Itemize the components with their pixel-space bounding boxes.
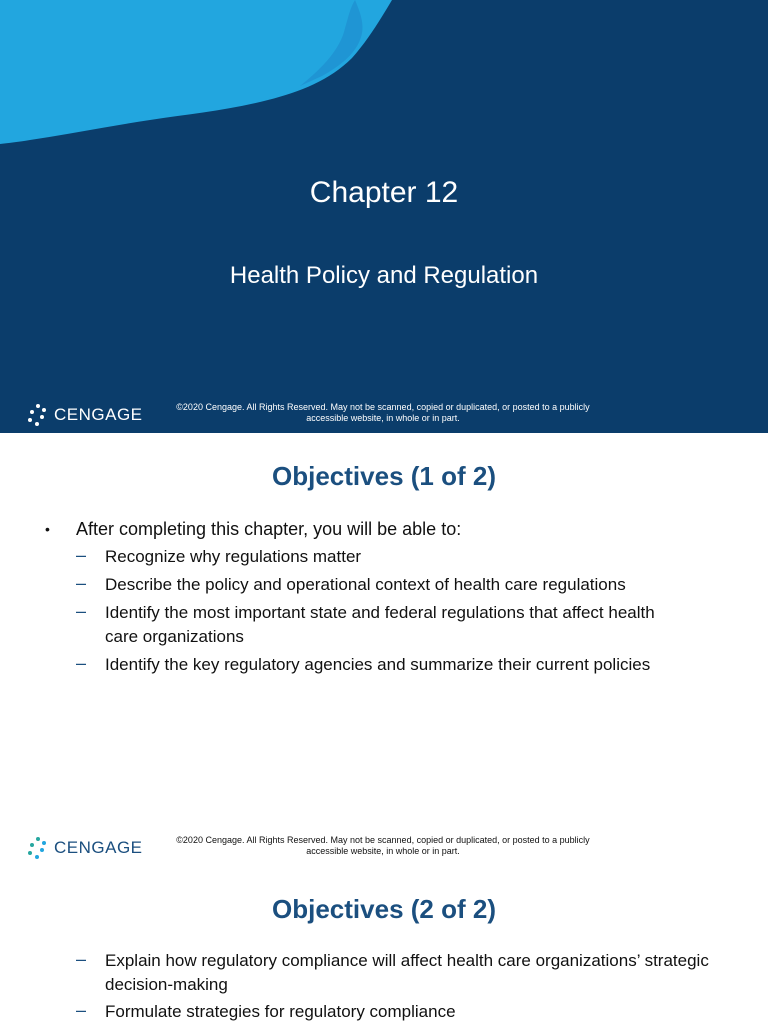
copyright-line-1: ©2020 Cengage. All Rights Reserved. May not be scanned, copied or duplicated, or posted to a publicly <box>176 835 590 845</box>
light-blue-brush-graphic <box>0 0 768 433</box>
title-slide <box>0 0 768 433</box>
dash-icon: – <box>76 545 87 565</box>
cengage-logo <box>26 833 143 863</box>
cengage-dots-icon <box>26 836 50 860</box>
dash-icon: – <box>76 1000 87 1020</box>
copyright-line-2: accessible website, in whole or in part. <box>306 846 460 856</box>
sub-item-text: Describe the policy and operational context of health care regulations <box>105 575 626 594</box>
copyright-notice <box>160 402 606 424</box>
copyright-notice <box>160 835 606 857</box>
objectives-slide-1 <box>0 433 768 866</box>
cengage-dots-icon <box>26 403 50 427</box>
cengage-logo-text: CENGAGE <box>54 838 143 857</box>
slide-heading: Objectives (1 of 2) <box>272 461 496 491</box>
dash-icon: – <box>76 653 87 673</box>
cengage-logo-text: CENGAGE <box>54 405 143 424</box>
dash-icon: – <box>76 601 87 621</box>
dash-icon: – <box>76 573 87 593</box>
slide-footer <box>0 833 768 866</box>
chapter-subtitle: Health Policy and Regulation <box>229 262 539 289</box>
copyright-line-1: ©2020 Cengage. All Rights Reserved. May not be scanned, copied or duplicated, or posted to a publicly <box>176 402 590 412</box>
copyright-line-2: accessible website, in whole or in part. <box>306 413 460 423</box>
dash-icon: – <box>76 949 87 969</box>
slide-footer <box>0 400 768 433</box>
chapter-title: Chapter 12 <box>309 176 459 209</box>
objectives-slide-2 <box>0 866 768 1024</box>
sub-item-text: Formulate strategies for regulatory compliance <box>105 1002 456 1021</box>
sub-item-text: Recognize why regulations matter <box>105 547 362 566</box>
cengage-logo <box>26 400 143 430</box>
sub-item-text: Identify the key regulatory agencies and summarize their current policies <box>105 655 651 674</box>
bullet-item <box>0 518 768 542</box>
sub-item-text: Identify the most important state and federal regulations that affect health care organizations <box>105 603 655 646</box>
slide-heading: Objectives (2 of 2) <box>272 894 496 924</box>
bullet-text: After completing this chapter, you will be able to: <box>76 519 462 539</box>
sub-item-text: Explain how regulatory compliance will affect health care organizations’ strategic decision-making <box>105 951 709 994</box>
bullet-dot-icon: • <box>45 521 50 537</box>
